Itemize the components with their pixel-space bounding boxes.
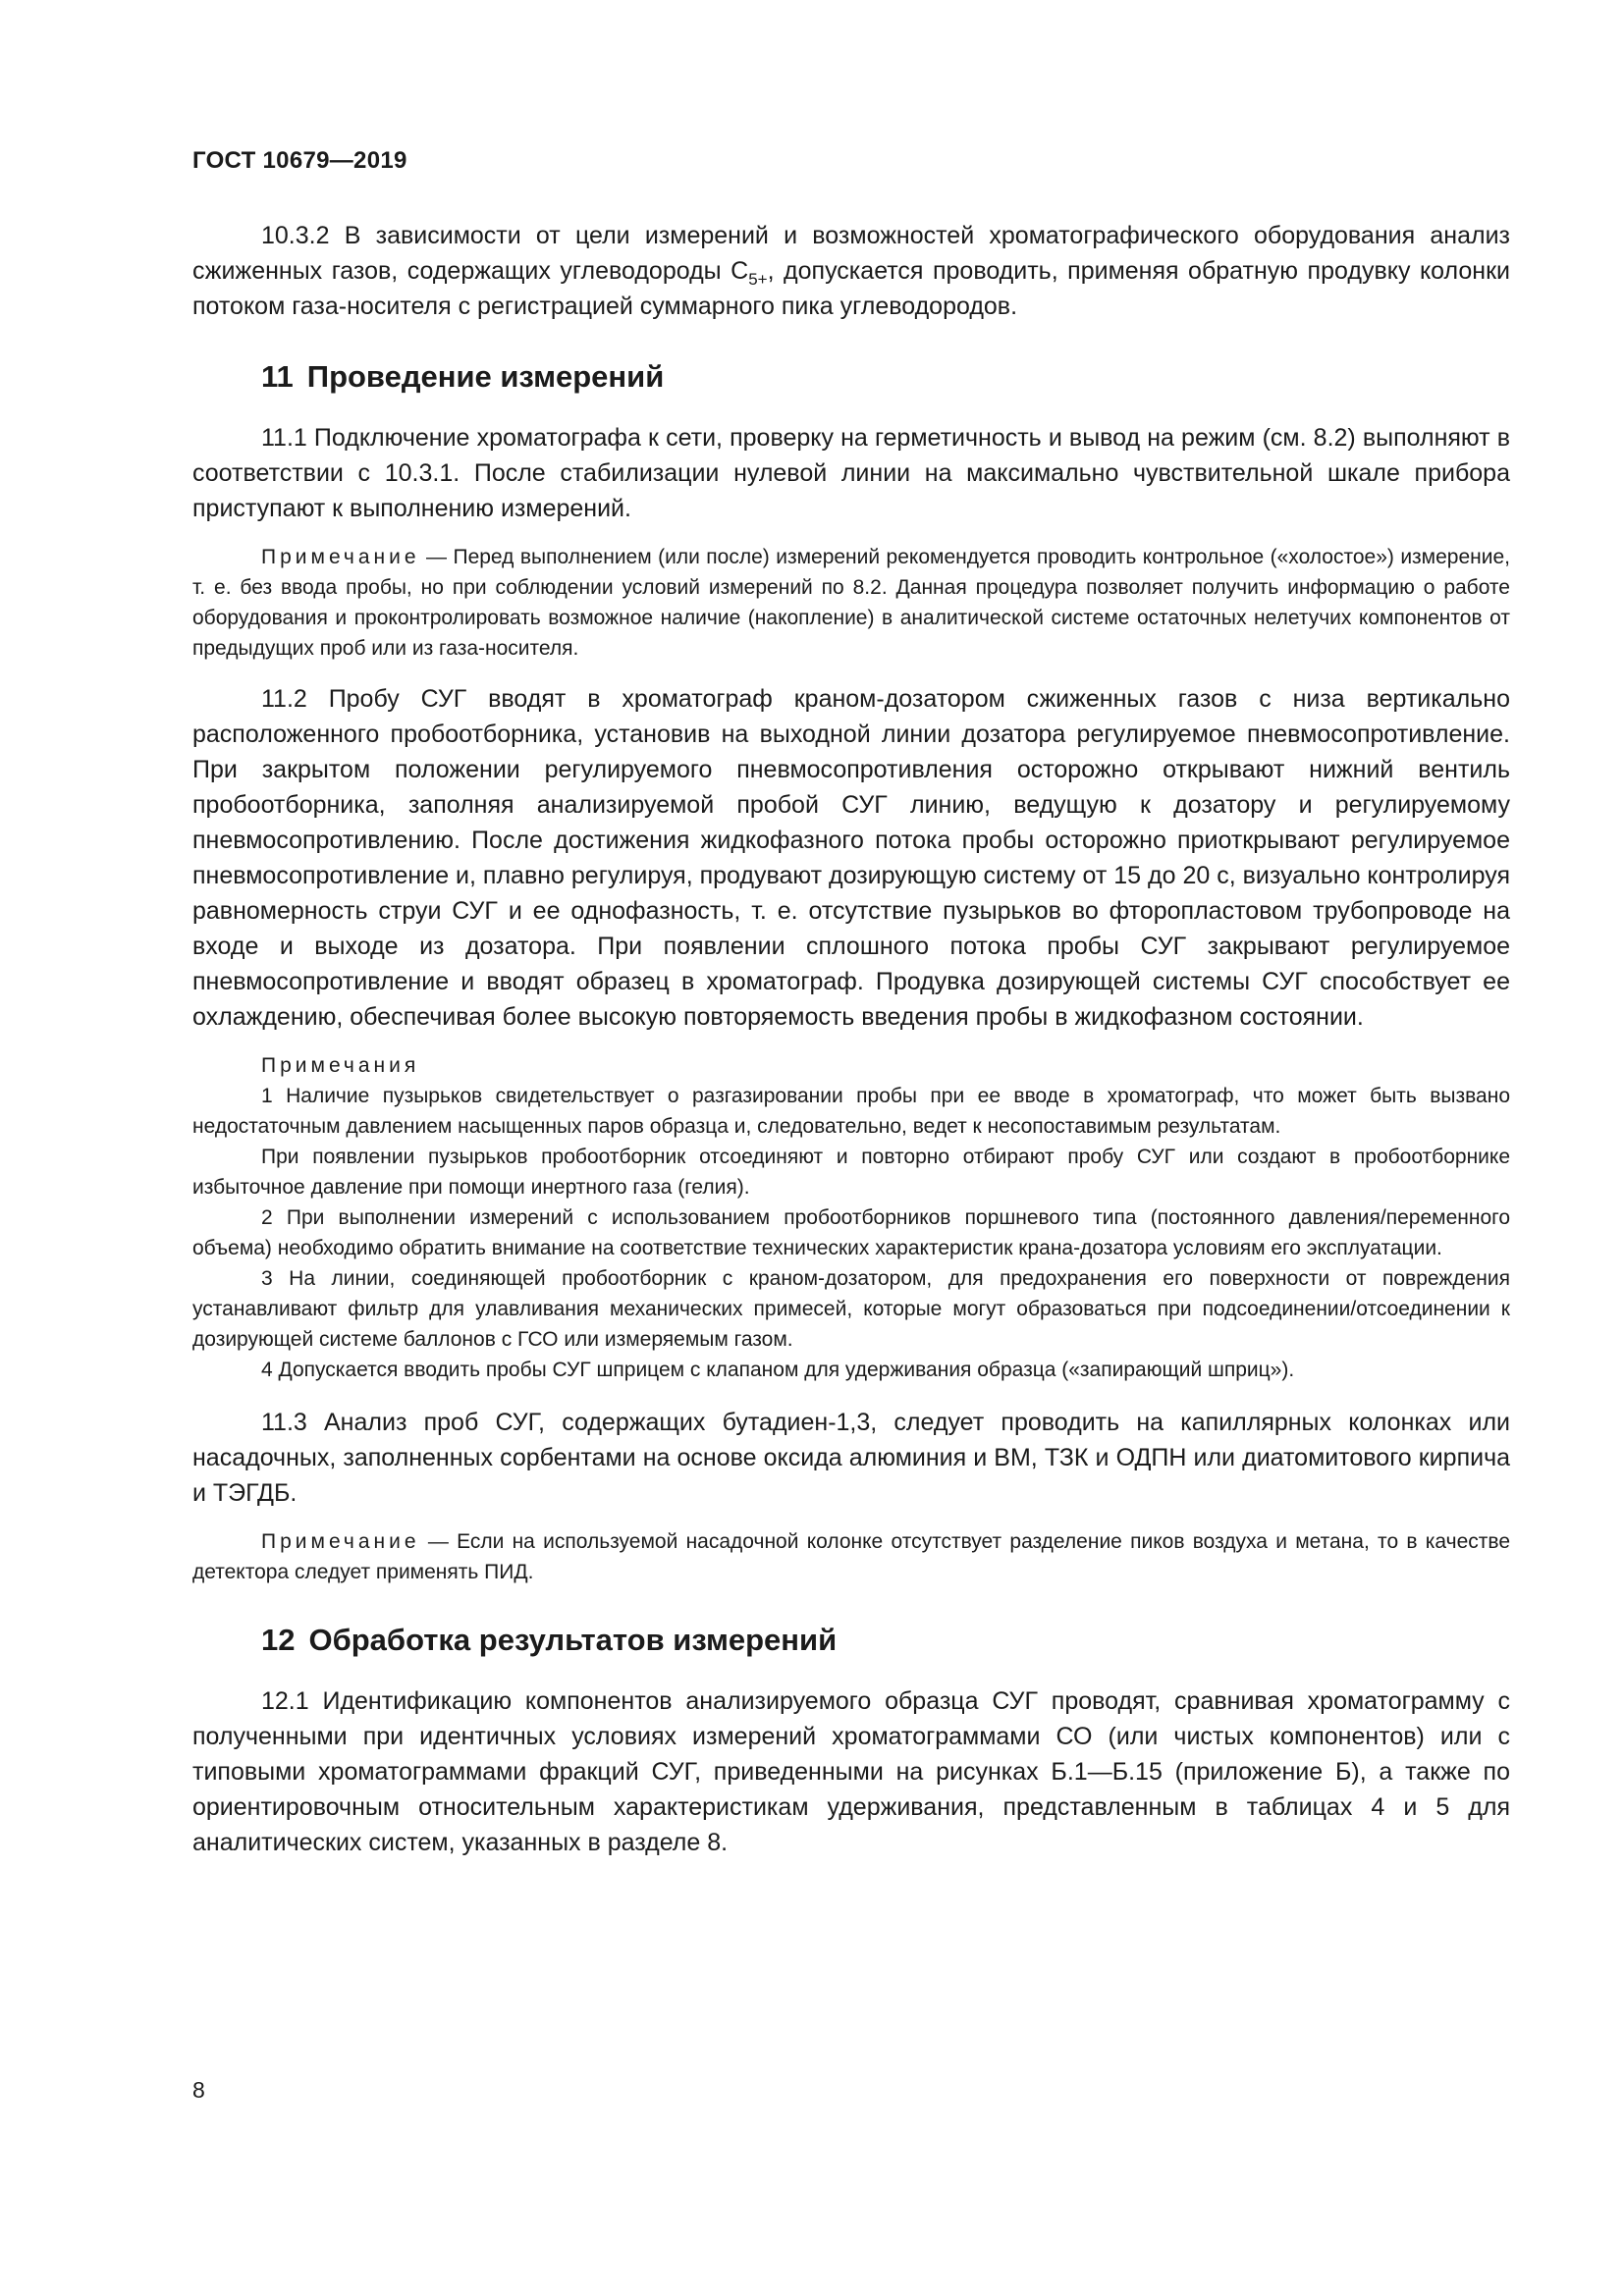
paragraph-11-1: 11.1 Подключение хроматографа к сети, проверку на герметичность и вывод на режим (см. 8.2) выполняют в соответствии с 10.3.1. После стабилизации нулевой линии на максимально чувствительной шкале прибора приступают к выполнению измерений. (192, 424, 1510, 522)
section-11-number: 11 (261, 359, 294, 394)
note-item: 3 На линии, соединяющей пробоотборник с краном-дозатором, для предохранения его поверхности от повреждения устанавливают фильтр для улавливания механических примесей, которые могут образоваться при подсоединении/отсоединении к дозирующей системе баллонов с ГСО или измеряемым газом. (192, 1267, 1510, 1351)
note-text: — Если на используемой насадочной колонке отсутствует разделение пиков воздуха и метана, то в качестве детектора следует применять ПИД. (192, 1530, 1510, 1583)
notes-label: Примечания (261, 1054, 420, 1077)
paragraph-12-1: 12.1 Идентификацию компонентов анализируемого образца СУГ проводят, сравнивая хроматограмму с полученными при идентичных условиях измерений хроматограммами СО (или чистых компонентов) или с типовыми хроматограммами фракций СУГ, приведенными на рисунках Б.1—Б.15 (приложение Б), а также по ориентировочным относительным характеристикам удерживания, представленным в таблицах 4 и 5 для аналитических систем, указанных в разделе 8. (192, 1687, 1510, 1856)
note-11-3 (192, 1526, 1510, 1587)
section-12-title: Обработка результатов измерений (308, 1623, 838, 1657)
page-content (192, 218, 1510, 1876)
note-label: Примечание (261, 1530, 420, 1553)
paragraph-11-3: 11.3 Анализ проб СУГ, содержащих бутадиен-1,3, следует проводить на капиллярных колонках или насадочных, заполненных сорбентами на основе оксида алюминия и ВМ, ТЗК и ОДПН или диатомитового кирпича и ТЭГДБ. (192, 1409, 1510, 1507)
page-number: 8 (192, 2077, 205, 2103)
standard-header: ГОСТ 10679—2019 (192, 147, 407, 174)
note-item: 2 При выполнении измерений с использованием пробоотборников поршневого типа (постоянного давления/переменного объема) необходимо обратить внимание на соответствие технических характеристик крана-дозатора условиям его эксплуатации. (192, 1206, 1510, 1259)
notes-11-2 (192, 1050, 1510, 1385)
note-11-1 (192, 542, 1510, 664)
paragraph-10-3-2-part2: , допускается проводить, применяя обратную продувку колонки потоком газа-носителя с регистрацией суммарного пика углеводородов. (192, 257, 1511, 320)
note-item: 4 Допускается вводить пробы СУГ шприцем с клапаном для удерживания образца («запирающий шприц»). (261, 1359, 1295, 1381)
note-label: Примечание (261, 546, 420, 568)
section-11-title: Проведение измерений (306, 359, 665, 394)
section-12-heading (261, 1623, 1510, 1658)
paragraph-10-3-2-part1: 10.3.2 В зависимости от цели измерений и возможностей хроматографического оборудования анализ сжиженных газов, содержащих углеводороды С (192, 222, 1510, 285)
note-text: — Перед выполнением (или после) измерений рекомендуется проводить контрольное («холостое») измерение, т. е. без ввода пробы, но при соблюдении условий измерений по 8.2. Данная процедура позволяет получить информацию о работе оборудования и проконтролировать возможное наличие (накопление) в аналитической системе остаточных нелетучих компонентов от предыдущих проб или из газа-носителя. (192, 546, 1510, 660)
section-11-heading (261, 359, 1510, 395)
note-item: При появлении пузырьков пробоотборник отсоединяют и повторно отбирают пробу СУГ или создают в пробоотборнике избыточное давление при помощи инертного газа (гелия). (192, 1146, 1510, 1199)
paragraph-11-2: 11.2 Пробу СУГ вводят в хроматограф краном-дозатором сжиженных газов с низа вертикально расположенного пробоотборника, установив на выходной линии дозатора регулируемое пневмосопротивление. При закрытом положении регулируемого пневмосопротивления осторожно открывают нижний вентиль пробоотборника, заполняя анализируемой пробой СУГ линию, ведущую к дозатору и регулируемому пневмосопротивлению. После достижения жидкофазного потока пробы осторожно приоткрывают регулируемое пневмосопротивление и, плавно регулируя, продувают дозирующую систему от 15 до 20 с, визуально контролируя равномерность струи СУГ и ее однофазность, т. е. отсутствие пузырьков во фторопластовом трубопроводе на входе и выходе из дозатора. При появлении сплошного потока пробы СУГ закрывают регулируемое пневмосопротивление и вводят образец в хроматограф. Продувка дозирующей системы СУГ способствует ее охлаждению, обеспечивая более высокую повторяемость введения пробы в жидкофазном состоянии. (192, 685, 1510, 1031)
paragraph-10-3-2 (192, 218, 1510, 324)
note-item: 1 Наличие пузырьков свидетельствует о разгазировании пробы при ее вводе в хроматограф, что может быть вызвано недостаточным давлением насыщенных паров образца и, следовательно, ведет к несопоставимым результатам. (192, 1085, 1510, 1138)
subscript-c5plus: 5+ (748, 270, 768, 289)
section-12-number: 12 (261, 1623, 296, 1657)
